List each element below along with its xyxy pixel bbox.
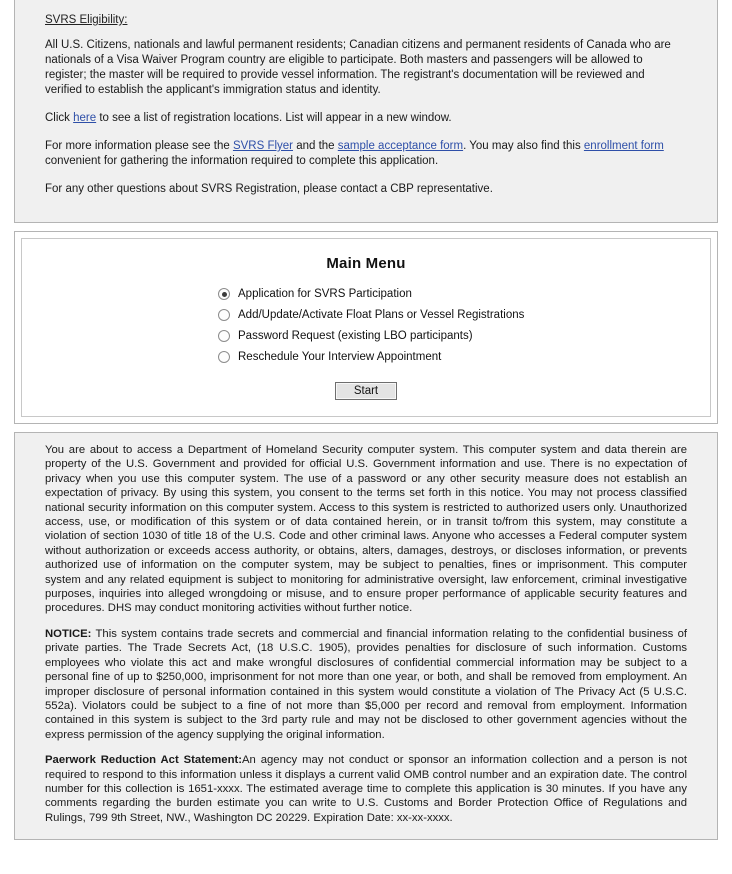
radio-button-icon[interactable] [218, 351, 230, 363]
eligibility-title: SVRS Eligibility: [45, 14, 128, 26]
radio-button-icon[interactable] [218, 330, 230, 342]
eligibility-content [15, 0, 717, 222]
more-information-line [45, 139, 705, 169]
option-password-request[interactable] [218, 330, 710, 342]
main-menu-options [218, 288, 710, 363]
legal-notice-panel [14, 432, 718, 840]
locations-text-before: Click [45, 112, 74, 124]
system-warning-paragraph: You are about to access a Department of Homeland Security computer system. This computer system and data therein are property of the U.S. Government and provided for official U.S. Government information and use. There is no expectation of privacy when you use this computer system. The use of a password or any other security measure does not establish an expectation of privacy. By using this system, you consent to the terms set forth in this notice. You may not process classified national security information on this computer system. Access to this system is restricted to authorized users only. Unauthorized access, use, or modification of this system or of data contained herein, or in transit to/from this system, may constitute a violation of section 1030 of title 18 of the U.S. Code and other criminal laws. Anyone who accesses a Federal computer system without authorization or exceeds access authority, or obtains, alters, damages, destroys, or discloses information, or prevents authorized use of information on the computer system, may be subject to penalties, fines or imprisonment. This computer system and any related equipment is subject to monitoring for administrative oversight, law enforcement, criminal investigative purposes, inquiries into alleged wrongdoing or misuse, and to ensure proper performance of applicable security features and procedures. DHS may conduct monitoring activities without further notice. [45, 444, 687, 615]
more-info-text-3: . You may also find this [463, 140, 584, 152]
option-add-update-activate-float-plans[interactable] [218, 309, 710, 321]
notice-text: This system contains trade secrets and commercial and financial information relating to the confidential business of private parties. The Trade Secrets Act, (18 U.S.C. 1905), provides penalties for disclosure of such information. Customs employees who violate this act and make wrongful disclosures of confidential commercial information may be subject to a personal fine of up to $250,000, imprisonment for not more than one year, or both, and shall be removed from employment. An improper disclosure of personal information contained in this system would constitute a violation of The Privacy Act (5 U.S.C. 552a). Violators could be subject to a fine of not more than $5,000 per record and removal from employment. Information contained in this system is subject to the 3rd party rule and may not be disclosed to other government agencies without the express permission of the agency supplying the original information. [45, 627, 687, 741]
registration-locations-link[interactable]: here [73, 112, 97, 124]
more-info-text-1: For more information please see the [45, 140, 233, 152]
start-button[interactable]: Start [335, 382, 397, 400]
paperwork-text: An agency may not conduct or sponsor an information collection and a person is not required to respond to this information unless it displays a current valid OMB control number and an expiration date. The control number for this collection is 1651-xxxx. The estimated average time to complete this application is 30 minutes. If you have any comments regarding the burden estimate you can write to U.S. Customs and Border Protection Office of Regulations and Rulings, 799 9th Street, NW., Washington DC 20229. Expiration Date: xx-xx-xxxx. [45, 754, 687, 824]
registration-locations-line [45, 111, 705, 126]
paperwork-reduction-paragraph [27, 753, 705, 825]
notice-paragraph [27, 627, 705, 742]
other-questions-line: For any other questions about SVRS Registration, please contact a CBP representative. [45, 183, 493, 195]
locations-text-after: to see a list of registration locations. List will appear in a new window. [96, 112, 452, 124]
main-menu-title: Main Menu [326, 255, 406, 272]
bottom-spacer [14, 840, 718, 874]
radio-button-icon[interactable] [218, 309, 230, 321]
more-info-text-4: convenient for gathering the information required to complete this application. [45, 155, 439, 167]
notice-label: NOTICE: [45, 627, 92, 640]
option-label: Password Request (existing LBO participants) [238, 330, 473, 342]
main-menu-outline [21, 238, 711, 417]
svrs-flyer-link[interactable]: SVRS Flyer [232, 140, 294, 152]
option-application-svrs-participation[interactable] [218, 288, 710, 300]
option-reschedule-interview-appointment[interactable] [218, 351, 710, 363]
option-label: Add/Update/Activate Float Plans or Vessel Registrations [238, 309, 525, 321]
option-label: Application for SVRS Participation [238, 288, 412, 300]
eligibility-panel [14, 0, 718, 223]
enrollment-form-link[interactable]: enrollment form [583, 140, 664, 152]
paperwork-label: Paerwork Reduction Act Statement: [45, 754, 242, 767]
legal-notice-content [15, 433, 717, 839]
main-menu-panel [14, 231, 718, 424]
option-label: Reschedule Your Interview Appointment [238, 351, 442, 363]
more-info-text-2: and the [293, 140, 338, 152]
start-button-container [22, 381, 710, 400]
sample-acceptance-form-link[interactable]: sample acceptance form [337, 140, 464, 152]
radio-button-icon[interactable] [218, 288, 230, 300]
eligibility-paragraph: All U.S. Citizens, nationals and lawful permanent residents; Canadian citizens and permanent residents of Canada who are nationals of a Visa Waiver Program country are eligible to participate. Both masters and passengers will be allowed to register; the master will be required to provide vessel information. The registrant's documentation will be reviewed and verified to establish the applicant's immigration status and identity. [45, 39, 671, 96]
